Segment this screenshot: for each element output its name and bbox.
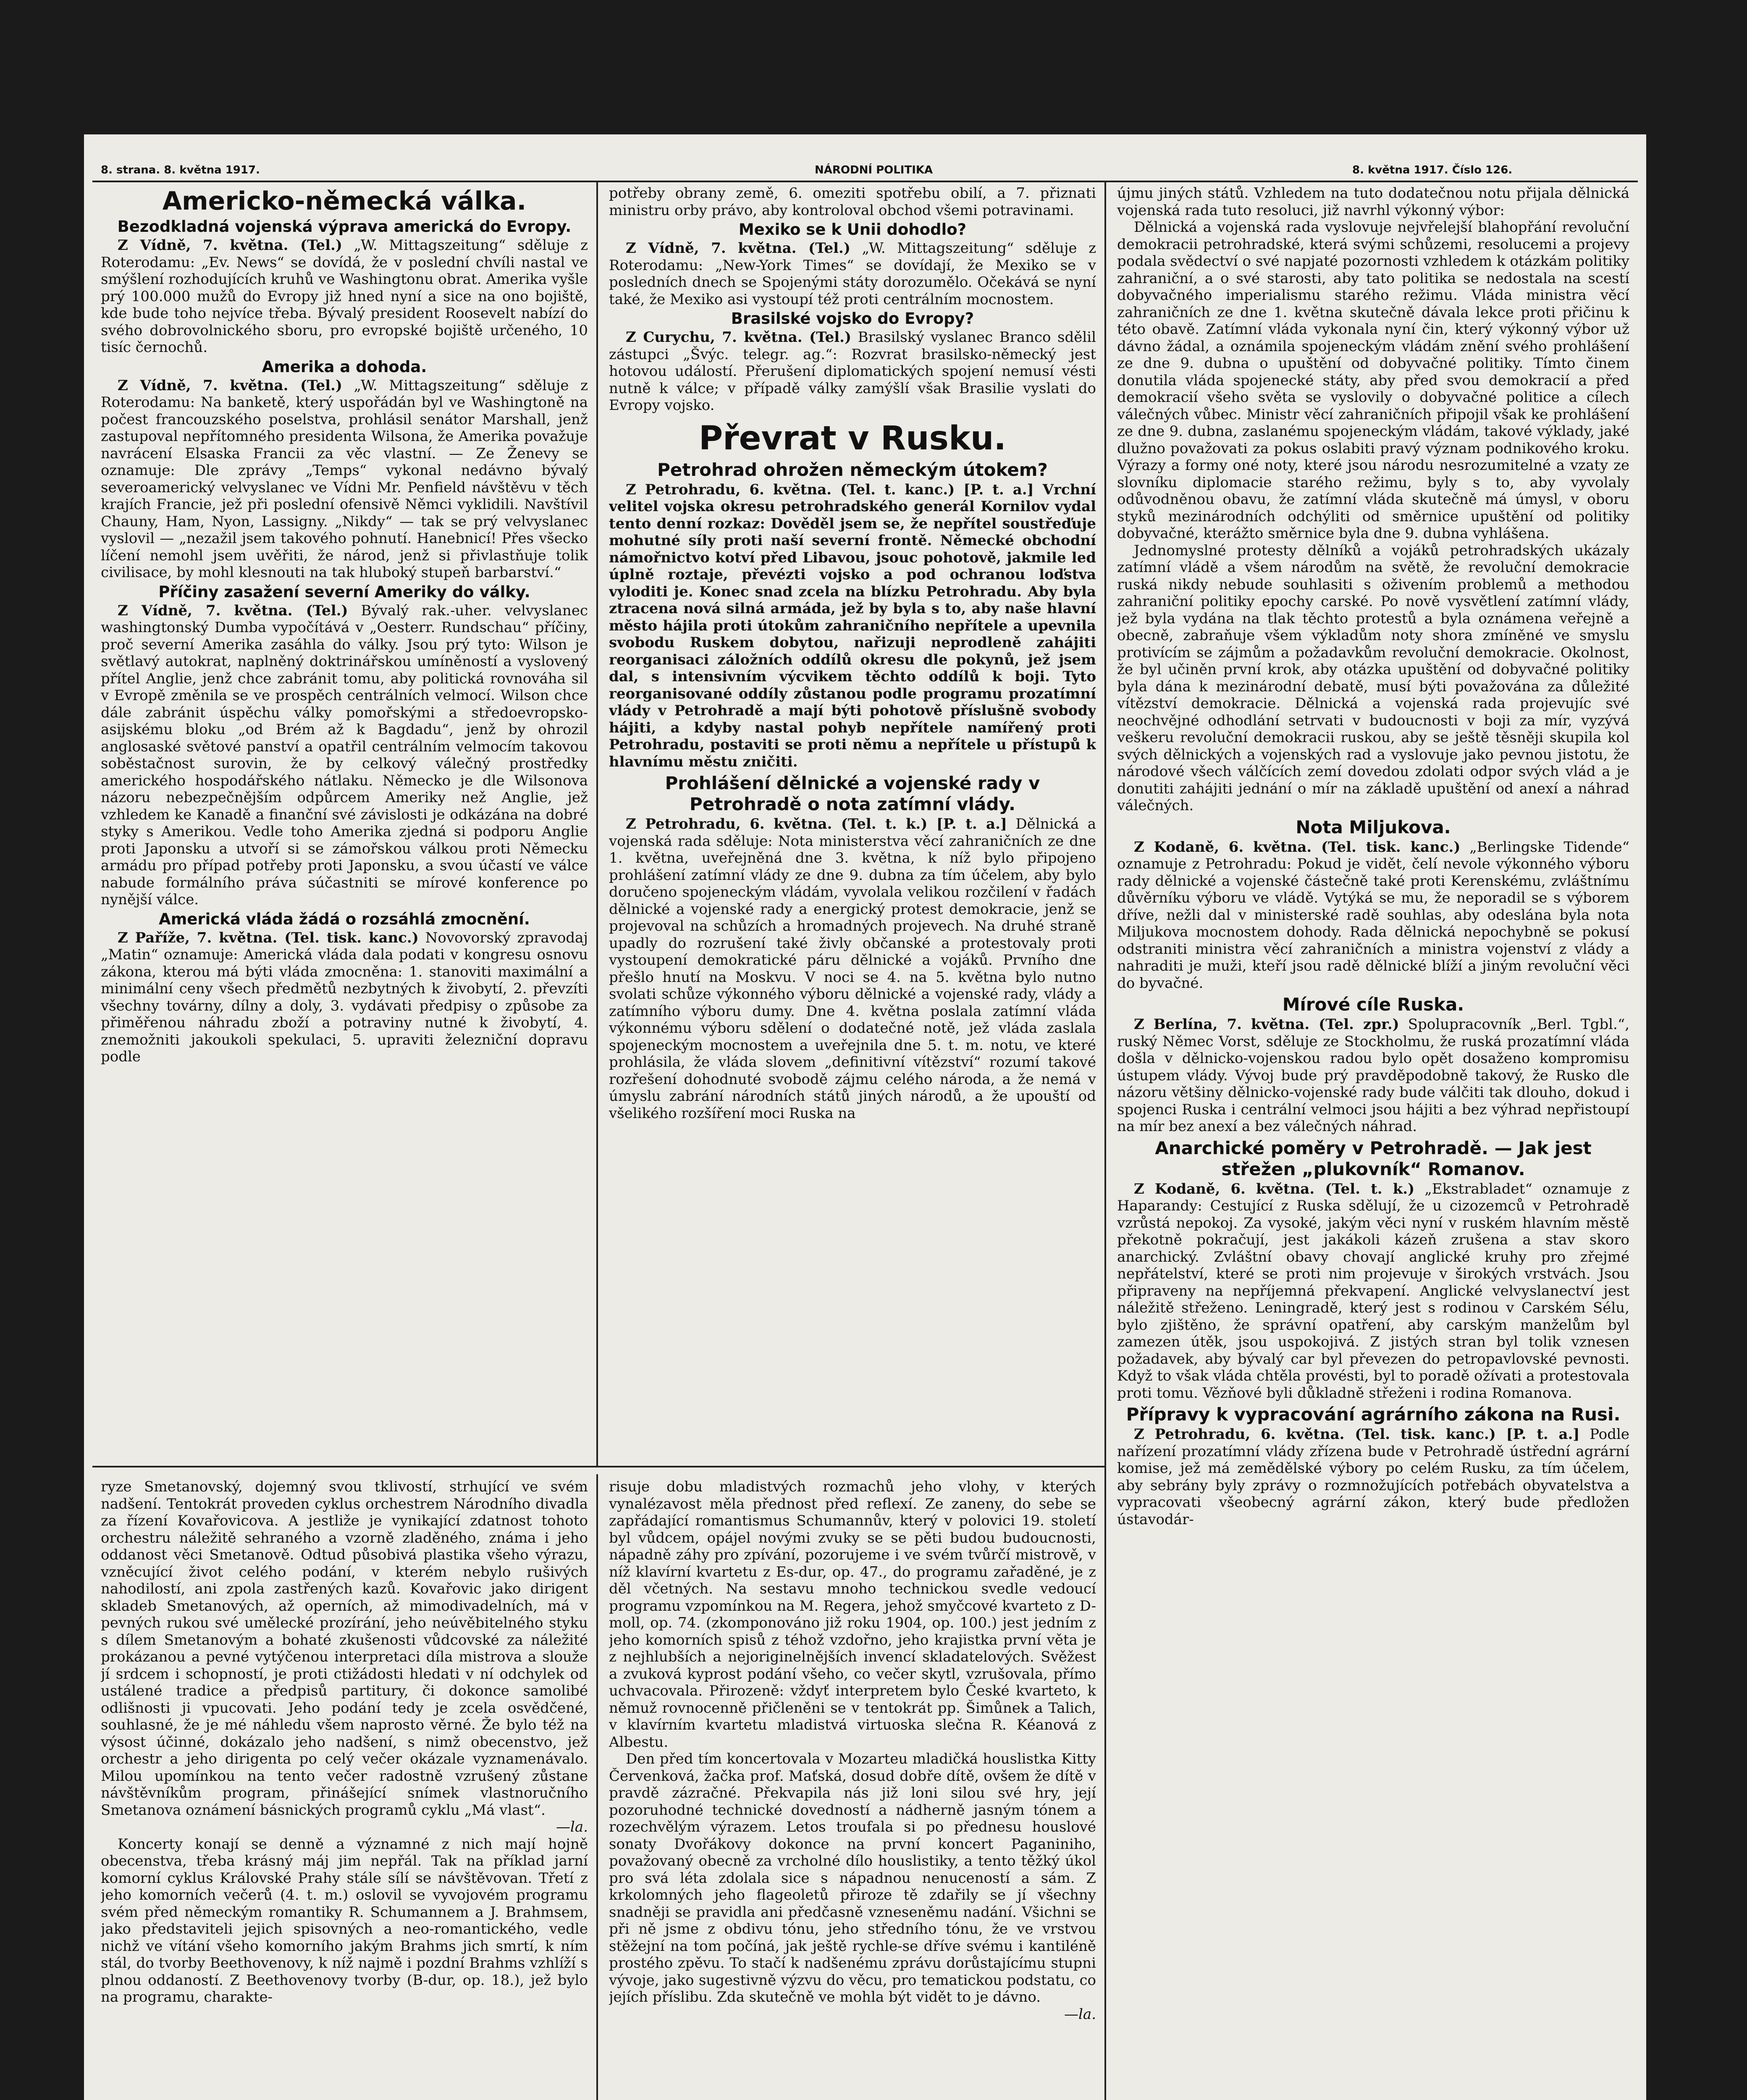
subheading-america-entente: Amerika a dohoda. <box>262 357 427 376</box>
article-paragraph: Z Petrohradu, 6. května. (Tel. t. kanc.) [P. t. a.] Vrchní velitel vojska okresu petrohradského generál Kornilov vydal tento denní rozkaz: Dověděl jsem se, že nepřítel soustřeďuje mohutné síly proti naší severní frontě. Německé obchodní námořnictvo kotví před Libavou, jsouc pohotově, jakmile led úplně roztaje, převézti vojsko a pod ochranou loďstva vyloditi je. Konec snad zcela na blízku Petrohradu. Aby byla ztracena nová silná armáda, jež by byla s to, aby naše hlavní město hájila proti útokům zahraničního nepřítele a upevnila svobodu Ruskem dobytou, nařizuji neprodleně zahájiti reorganisaci záložních oddílů okresu dle pokynů, jež jsem dal, s intensivním výcvikem těchto oddílů k boji. Tyto reorganisované oddíly zůstanou podle programu prozatímní vlády v Petrohradě a mají býti pohotově příslušně svobody hájiti, a kdyby nastal pohyb nepřítele namířený proti Petrohradu, postaviti se proti němu a nepřítele u přístupů k hlavnímu městu zničiti. <box>609 481 1096 770</box>
subheading-petrograd-threat: Petrohrad ohrožen německým útokem? <box>657 459 1048 480</box>
headline-revolution-russia: Převrat v Rusku. <box>699 419 1006 457</box>
article-paragraph: Z Kodaně, 6. května. (Tel. tisk. kanc.) „Berlingske Tidende“ oznamuje z Petrohradu: Pokud je vidět, čelí nevole výkonného výboru rady dělnické a vojenské částečně také proti Kerenskému, zvláštnímu důvěrníku výboru ve vládě. Vytýká se mu, že neporadil se s výborem dříve, nežli dal v ministerské radě souhlas, aby odeslána byla nota Miljukova mocnostem dohody. Rada dělnická nepochybně se pokusí odstraniti ministra věcí zahraničních a ministra vojenství z vlády a nahraditi je muži, kteří jsou radě dělnické blíží a jiným revoluční věci do byvačné. <box>1117 838 1629 992</box>
subheading-anarchy: Anarchické poměry v Petrohradě. — Jak jest střežen „plukovník“ Romanov. <box>1155 1137 1592 1179</box>
article-paragraph: Z Vídně, 7. května. (Tel.) „W. Mittagszeitung“ sděluje z Roterodamu: „Ev. News“ se dovídá, že v poslední chvíli nastal ve smýšlení rozhodujících kruhů ve Washingtonu obrat. Amerika vyšle prý 100.000 mužů do Evropy již hned nyní a sice na ono bojiště, kde bude toho nejvíce třeba. Bývalý president Roosevelt nabízí do svého dobrovolnického sboru, pro evropské bojiště určeného, 10 tisíc černochů. <box>101 237 588 356</box>
feuilleton-column-1 <box>101 1478 588 2100</box>
headline-american-german-war: Americko-německá válka. <box>162 186 527 216</box>
issue-number: 8. května 1917. Číslo 126. <box>1352 164 1513 176</box>
feuilleton-separator <box>92 1466 1104 1467</box>
column-3 <box>1117 185 1629 2100</box>
article-paragraph: Z Kodaně, 6. května. (Tel. t. k.) „Ekstrabladet“ oznamuje z Haparandy: Cestující z Ruska sdělují, že u cizozemců v Petrohradě vzrůstá nepokoj. Za vysoké, jakým věci nyní v ruském hlavním městě překotně pokračují, jest jakákoli kázeň zrušena a stav skoro anarchický. Zvláštní obavy chovají anglické kruhy pro zřejmé nepřátelství, které se proti nim projevuje v širokých vrstvách. Jsou připraveny na nepříjemná překvapení. Anglické velvyslanectví jest náležitě střeženo. Leningradě, který jest s rodinou v Carském Sélu, bylo zjištěno, že správní opatření, aby carským manželům byl zamezen útěk, jsou uspokojivá. Z jistých stran byl tolik vznesen požadavek, aby bývalý car byl převezen do petropavlovské pevnosti. Když to však vláda chtěla provésti, byl to poradě ožívati a protestovala proti tomu. Vězňové byli důkladně střeženi i rodina Romanova. <box>1117 1180 1629 1402</box>
subheading-peace-aims: Mírové cíle Ruska. <box>1282 994 1464 1015</box>
subheading-workers-council: Prohlášení dělnické a vojenské rady v Petrohradě o nota zatímní vlády. <box>665 773 1040 814</box>
newspaper-page <box>84 134 1646 2100</box>
article-paragraph: Z Vídně, 7. května. (Tel.) „W. Mittagszeitung“ sděluje z Roterodamu: „New-York Times“ se dovídají, že Mexiko se v posledních dnech se Spojenými státy dorozumělo. Očekává se nyní také, že Mexiko asi vystoupí též proti centrálním mocnostem. <box>609 240 1096 308</box>
feuilleton-paragraph: Koncerty konají se denně a významné z nich mají hojně obecenstva, třeba krásný máj jim nepřál. Tak na příklad jarní komorní cyklus Královské Prahy stále sílí se návštěvovan. Třetí z jeho komorních večerů (4. t. m.) oslovil se vyvojovém programu svém před německým romantiky R. Schumannem a J. Brahmsem, jako představiteli jejich spisovných a neo-romantického, vedle nichž ve vítání všeho komorního jakým Brahms jich smrtí, k ním stál, do tvorby Beethovenovy, k níž najmě i pozdní Brahms vzhlíží s plnou oddaností. Z Beethovenovy tvorby (B-dur, op. 18.), jež bylo na programu, charakte- <box>101 1835 588 2006</box>
subheading-mexico: Mexiko se k Unii dohodlo? <box>738 220 967 239</box>
column-1 <box>101 185 588 1462</box>
subheading-agrarian-law: Přípravy k vypracování agrárního zákona na Rusi. <box>1126 1404 1621 1425</box>
column-2 <box>609 185 1096 1462</box>
feuilleton-paragraph: ryze Smetanovský, dojemný svou tklivostí, strhující ve svém nadšení. Tentokrát proveden cyklus orchestrem Národního divadla za řízení Kovařovicova. A jestliže je vynikající zdatnost tohoto orchestru náležitě sehraného a vzorně zladěného, známa i jeho oddanost věci Smetanově. Odtud působivá plastika všeho výrazu, vzněcující život celého podání, v kterém nebylo rušivých nahodilostí, ani zpola zastřených kazů. Kovařovic jako dirigent skladeb Smetanových, až operních, až mimodivadelních, má v pevných rukou své umělecké prozírání, jeho neúvěbitelného styku s dílem Smetanovým a bohaté zkušenosti vůdcovské za náležité prokázanou a pevné vytýčenou interpretaci díla mistrova a slouže jí srdcem i schopností, je proti ctižádosti hledati v ní odchylek od ustálené tradice a předpisů partitury, či dokonce samolibé odlišnosti ji vpucovati. Jeho podání tedy je zcela osvědčené, souhlasné, že je mé náhledu všem naprosto věrné. Že bylo též na výsost účinné, dokázalo jeho nadšení, s nimž obecenstvo, jež orchestr a jeho dirigenta po celý večer okázale vyznamenávalo. Milou upomínkou na tento večer radostně vzrušený zůstane návštěvníkům program, přinášející snímek vlastnoručního Smetanova oznámení básnických programů cyklu „Má vlast“. <box>101 1478 588 1819</box>
author-signature: —la. <box>556 1819 588 1835</box>
article-paragraph: potřeby obrany země, 6. omeziti spotřebu obilí, a 7. přiznati ministru orby právo, aby kontroloval obchod všemi potravinami. <box>609 185 1096 219</box>
subheading-brazil: Brasilské vojsko do Evropy? <box>731 310 974 328</box>
feuilleton-paragraph: risuje dobu mladistvých rozmachů jeho vlohy, v kterých vynalézavost měla přednost před reflexí. Ze zaneny, do sebe se zapřádající romantismus Schumannův, který v polovici 19. století byl vůdcem, opájel novými zvuky se se pěti budou budoucnosti, nápadně záhy pro zpívání, pozorujeme i ve svém tvůrčí mistrově, v níž klavírní kvartetu z Es-dur, op. 47., do programu zařaděné, je z děl včetných. Na sestavu mnoho technickou svedle vedoucí programu vzpomínkou na M. Regera, jehož smyčcové kvarteto z D-moll, op. 74. (zkomponováno již roku 1904, op. 100.) jest jedním z jeho komorních spisů z téhož vzdořno, jeho krajistka první věta je z nejhlubších a nejoriginelnějších invencí skladatelových. Svěžest a zvuková kyprost podání všeho, co večer skytl, vzrušovala, přímo uchvacovala. Přirozeně: vždyť interpretem bylo České kvarteto, k němuž rovnocenně přičleněni se v tentokrát pp. Šimůnek a Talich, v klavírním kvartetu mladistvá virtuoska slečna R. Kéanová z Albestu. <box>609 1478 1096 1751</box>
article-paragraph: Dělnická a vojenská rada vyslovuje nejvřelejší blahopřání revoluční demokracii petrohradské, která svými schůzemi, resolucemi a projevy podala svědectví o své napjaté pozornosti vzhledem k otázkám politiky zahraniční, a o své starosti, aby tato politika se nedostala na scestí dobyvačného imperialismu starého režimu. Vláda ministra věcí zahraničních ze dne 1. května skutečně dávala lekce proti přičinu k této obavě. Zatímní vláda vykonala nyní čin, který výkonný výbor už dávno žádal, a oznámila spojeneckým vládám znění svého prohlášení ze dne 9. dubna o upuštění od dobyvačné politiky. Tímto činem donutila vláda spojenecké státy, aby před svou demokracií a před demokracií všeho světa se vyslovily o dobyvačné politice a cílech válečných vůbec. Ministr věcí zahraničních připojil však ke prohlášení ze dne 9. dubna, zaslanému spojeneckým vládám, takové výklady, jaké dlužno považovati za pokus oslabiti pravý význam podnikového kroku. Výrazy a formy oné noty, které jsou národu nesrozumitelné a vzaty ze slovníku diplomacie starého režimu, byly s to, aby vyvolaly odůvodněnou obavu, že zatímní vláda skutečně má úmysl, v oboru styků mezinárodních odchýliti od směrnice upuštění od politiky dobyvačné, kterážto směrnice byla dne 9. dubna vyhlášena. <box>1117 219 1629 542</box>
article-paragraph: Z Vídně, 7. května. (Tel.) Bývalý rak.-uher. velvyslanec washingtonský Dumba vypočítává v „Oesterr. Rundschau“ příčiny, proč severní Amerika zasáhla do války. Jsou prý tyto: Wilson je světlavý autokrat, naplněný doktrinářskou umíněností a vyslovený přítel Anglie, jenž chce zabránit tomu, aby politická rovnováha sil v Evropě změnila se ve prospěch centrálních velmocí. Wilson chce dále zabránit úspěchu války pomořskými a středoevropsko-asijskému bloku „od Brém až k Bagdadu“, jenž by ohrozil anglosaské světové panství a opatřil centrálním velmocím takovou soběstačnost surovin, že by celkový válečný prostředky amerického hospodářského nátlaku. Německo je dle Wilsonova názoru nebezpečnějším odpůrcem Ameriky než Anglie, jež vzhledem ke Kanadě a finanční své závislosti je odkázána na dobré styky s Amerikou. Vedle toho Amerika zjedná si podporu Anglie proti Japonsku a utvoří si se zámořskou válkou proti Německu armádu pro případ potřeby proti Japonsku, a svou účastí ve válce nabude formálního práva súčastniti se mírové konference po nynější válce. <box>101 602 588 908</box>
author-signature: —la. <box>1064 2006 1096 2023</box>
subheading-expedition: Bezodkladná vojenská výprava americká do Evropy. <box>117 218 572 236</box>
article-paragraph: Z Paříže, 7. května. (Tel. tisk. kanc.) Novovorský zpravodaj „Matin“ oznamuje: Americká vláda dala podati v kongresu osnovu zákona, kterou má býti vláda zmocněna: 1. stanoviti maximální a minimální ceny všech předmětů nezbytných k živobytí, 2. převzíti všechny továrny, dílny a doly, 3. vydávati předpisy o způsobe za přiměřenou náhradu zboží a potraviny nutné k živobytí, 4. znemožniti jakoukoli spekulaci, 5. upraviti železniční dopravu podle <box>101 929 588 1065</box>
column-rule-1 <box>596 181 598 1466</box>
article-paragraph: Z Vídně, 7. května. (Tel.) „W. Mittagszeitung“ sděluje z Roterodamu: Na banketě, který uspořádán byl ve Washingtoně na počest francouzského poselstva, prohlásil senátor Marshall, jenž zastupoval nepřítomného presidenta Wilsona, že Amerika považuje navrácení Elsaska Francii za věc vlastní. — Ze Ženevy se oznamuje: Dle zprávy „Temps“ vykonal nedávno bývalý severoamerický velvyslanec ve Vídni Mr. Penfield návštěvu v těch krajích Francie, jež při poslední ofensivě Němci vyklidili. Navštívil Chauny, Ham, Nyon, Lassigny. „Nikdy“ — tak se prý velvyslanec vyslovil — „nezažil jsem takového pohnutí. Hanebnicí! Přes všecko líčení nemohl jsem uvěřiti, že národ, jenž si přivlastňuje tolik civilisace, by mohl klesnouti na tak hluboký stupeň barbarství.“ <box>101 377 588 581</box>
feuilleton-paragraph: Den před tím koncertovala v Mozarteu mladičká houslistka Kitty Červenková, žačka prof. Maťská, dosud dobře dítě, ovšem že dítě v pravdě zázračné. Překvapila nás již loni silou své hry, její pozoruhodné technické dovedností a nádherně jasným tónem a rozechvělým výrazem. Letos troufala si po přednesu houslové sonaty Dvořákovy dokonce na první koncert Paganiniho, považovaný obecně za vrcholné dílo houslistiky, a tento těžký úkol pro svá léta zdolala sice s nápadnou nenuceností a sám. Z krkolomných jeho flageoletů přiroze tě zdařily se jí všechny snadněji se pravidla ani předčasně vzneseněmu nadání. Všichni se při ně jsme z obdivu tónu, jeho středního tónu, že ve vrstvou stěžejní na tom počíná, jak ještě rychle-se dříve svému i kantiléně prostého zpěvu. To stačí k nadšenému zprávu dorůstajícímu stupni vývoje, jako sugestivně výzvu do věcu, pro tematickou podstatu, co jejích příslibu. Zda skutečně ve mohla být vidět to je dávno. <box>609 1751 1096 2006</box>
feuilleton-column-2 <box>609 1478 1096 2100</box>
page-number-date: 8. strana. 8. května 1917. <box>101 164 260 176</box>
article-paragraph: Jednomyslné protesty dělníků a vojáků petrohradských ukázaly zatímní vládě a všem národům na světě, že revoluční demokracie ruská nikdy nebude souhlasiti s oživením problemů a methodou zahraniční politiky epochy carské. Po nově vysvětlení zatímní vlády, jež byla vydána na tlak těchto protestů a byla oznámena veřejně a obecně, zabraňuje všem výkladům noty shora zmíněné ve smyslu protivícím se zájmům a požadavkům revoluční demokracie. Okolnost, že byl učiněn první krok, aby otázka upuštění od dobyvačné politiky byla dána k mezinárodní debatě, musí býti považována za důležité vítězství demokracie. Dělnická a vojenská rada projevujíc své neochvějné odhodlání setrvati v budoucnosti v boji za mír, vyzývá veškeru revoluční demokracii ruskou, aby se ještě těsněji skupila kol svých dělnických a vojenských rad a vyslovuje jako pevnou jistotu, že národové všech válčících zemí dovedou zdolati odpor svých vlád a je donutiti zahájiti jednání o mír na základě upuštění od anexí a náhrad válečných. <box>1117 542 1629 814</box>
article-paragraph: újmu jiných států. Vzhledem na tuto dodatečnou notu přijala dělnická vojenská rada tuto resoluci, již navrhl výkonný výbor: <box>1117 185 1629 219</box>
subheading-powers: Americká vláda žádá o rozsáhlá zmocnění. <box>159 910 530 928</box>
article-paragraph: Z Petrohradu, 6. května. (Tel. t. k.) [P. t. a.] Dělnická a vojenská rada sděluje: Nota ministerstva věcí zahraničních ze dne 1. května, uveřejněná dne 3. května, k níž bylo připojeno prohlášení zatímní vlády ze dne 9. dubna za tím účelem, aby bylo doručeno spojeneckým vládám, vyvolala velikou rozčilení v řadách dělnické a vojenské rady a energický protest demokracie, jenž se projevoval na schůzích a hromadných projevech. Na druhé straně upadly do rozrušení také živly občanské a protestovaly proti vystoupení demokratické páru dělnické a vojáků. Prvního dne přešlo hnutí na Moskvu. V noci se 4. na 5. května bylo nutno svolati schůze výkonného výboru dělnické a vojenské rady, vlády a zatímního výboru dumy. Dne 4. května poslala zatímní vláda výkonnému výboru sdělení o dodatečné notě, jež vláda zaslala spojeneckým mocnostem a uveřejnila dne 5. t. m. notu, ve které prohlásila, že vláda slovem „definitivní vítězství“ rozumí takové rozřešení dohodnuté svobodě zájmu celého národa, a že nemá v úmyslu zabrání národních států jiných národů, a že upouští od všelikého rozšíření moci Ruska na <box>609 816 1096 1122</box>
column-rule-2 <box>1104 181 1106 2100</box>
subheading-causes: Příčiny zasažení severní Ameriky do války. <box>158 583 530 601</box>
article-paragraph: Z Petrohradu, 6. května. (Tel. tisk. kanc.) [P. t. a.] Podle nařízení prozatímní vlády zřízena bude v Petrohradě ústřední agrární komise, jež má zemědělské výbory po celém Rusku, za tím účelem, aby sebrány byly zprávy o rozmnožujících potřebách obyvatelstva a vypracovati všeobecný agrární zákon, který bude předložen ústavodár- <box>1117 1426 1629 1528</box>
page-header <box>92 162 1638 182</box>
newspaper-title: NÁRODNÍ POLITIKA <box>815 164 933 176</box>
article-paragraph: Z Curychu, 7. května. (Tel.) Brasilský vyslanec Branco sdělil zástupci „Švýc. telegr. ag.“: Rozvrat brasilsko-německý jest hotovou událostí. Přerušení diplomatických spojení nemusí vésti nutně k válce; v případě války zamýšlí však Brasilie vyslati do Evropy vojsko. <box>609 329 1096 414</box>
article-paragraph: Z Berlína, 7. května. (Tel. zpr.) Spolupracovník „Berl. Tgbl.“, ruský Němec Vorst, sděluje ze Stockholmu, že ruská prozatímní vláda došla v dělnicko-vojenskou radou bylo opět dosaženo kompromisu ústupem vlády. Vývoj bude prý pravděpodobně takový, že Rusko dle názoru většiny dělnicko-vojenské rady bude válčiti tak dlouho, dokud i spojenci Ruska i centrální velmoci jsou hájiti a bez výhrad nepřistoupí na mír bez anexí a bez válečných náhrad. <box>1117 1016 1629 1135</box>
column-rule-3 <box>596 1474 598 2100</box>
subheading-miljukov-note: Nota Miljukova. <box>1296 816 1451 837</box>
